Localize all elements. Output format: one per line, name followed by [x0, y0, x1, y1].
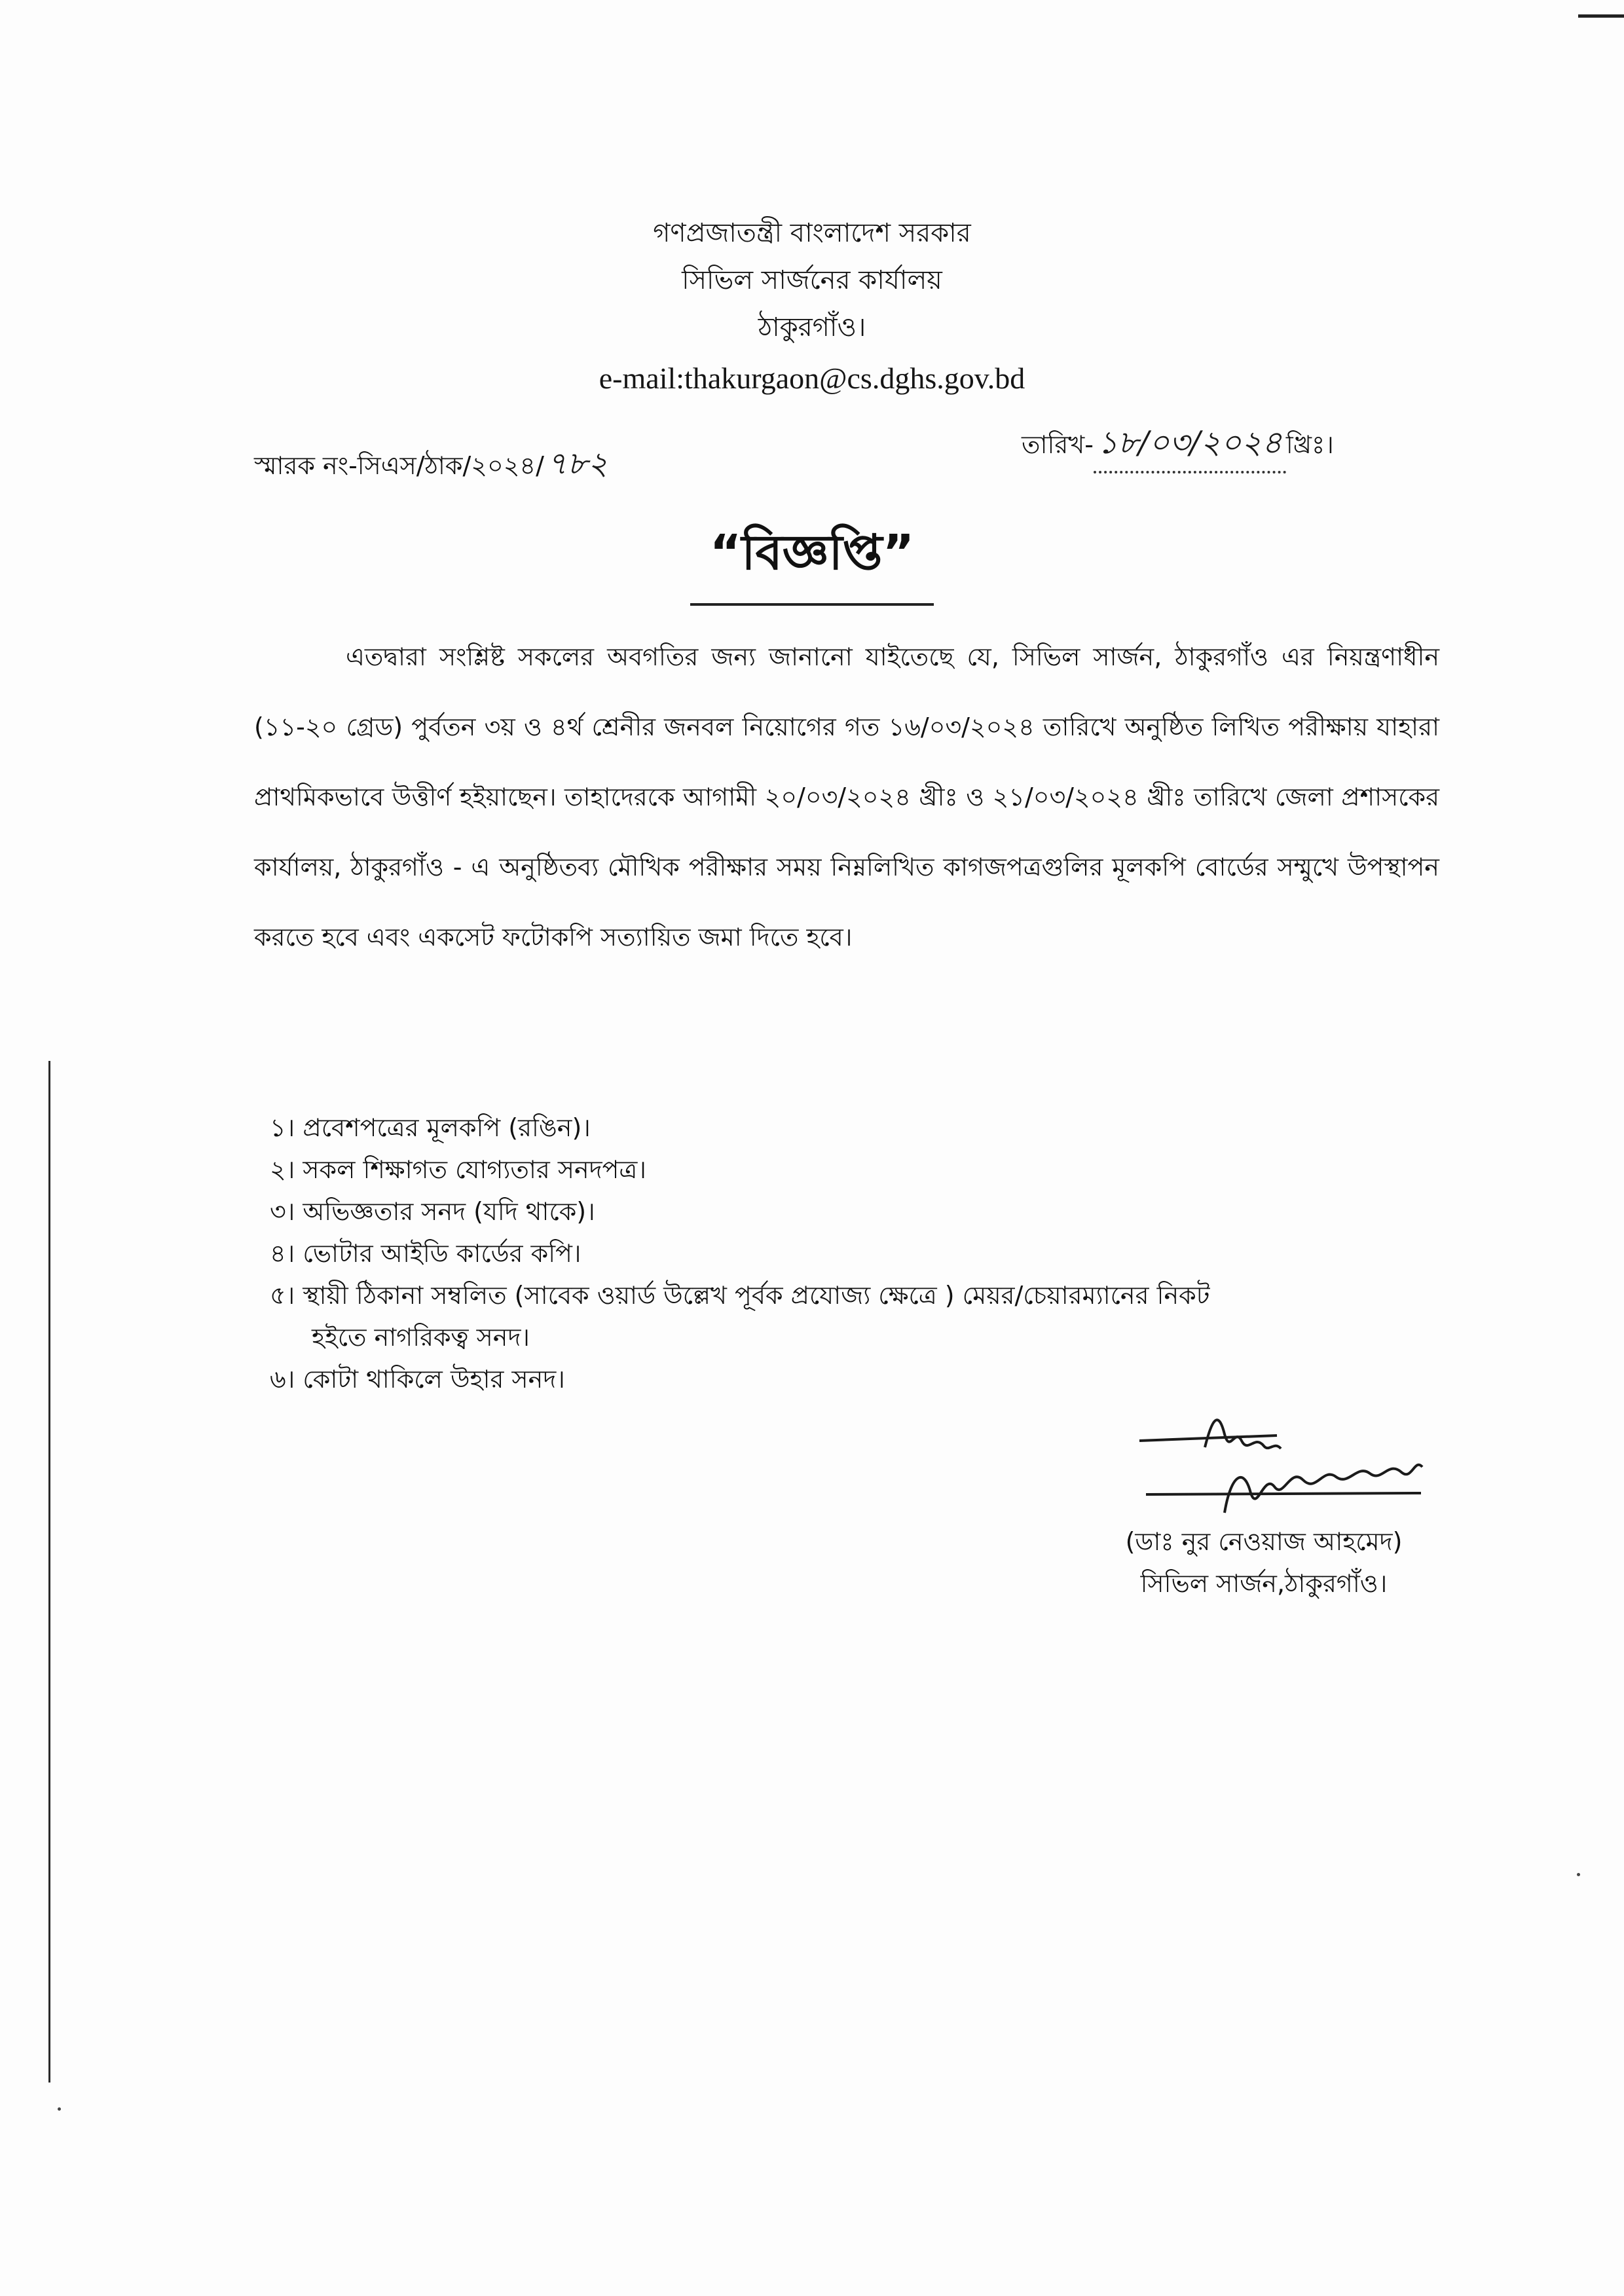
scan-edge-line: [48, 1061, 50, 2083]
list-item-continuation: হইতে নাগরিকত্ব সনদ।: [312, 1323, 530, 1352]
list-item: ৬। কোটা থাকিলে উহার সনদ।: [270, 1365, 565, 1394]
date-handwritten: ১৮/০৩/২০২৪: [1094, 419, 1286, 473]
memo-label: স্মারক নং-সিএস/ঠাক/২০২৪/: [254, 451, 544, 480]
letterhead: [0, 210, 1624, 406]
notice-title-text: “বিজ্ঞপ্তি”: [690, 516, 934, 606]
notice-body: এতদ্বারা সংশ্লিষ্ট সকলের অবগতির জন্য জানানো যাইতেছে যে, সিভিল সার্জন, ঠাকুরগাঁও এর নিয়ন্ত্রণাধীন (১১-২০ গ্রেড) পুর্বতন ৩য় ও ৪র্থ শ্রেনীর জনবল নিয়োগের গত ১৬/০৩/২০২৪ তারিখে অনুষ্ঠিত লিখিত পরীক্ষায় যাহারা প্রাথমিকভাবে উত্তীর্ণ হইয়াছেন। তাহাদেরকে আগামী ২০/০৩/২০২৪ খ্রীঃ ও ২১/০৩/২০২৪ খ্রীঃ তারিখে জেলা প্রশাসকের কার্যালয়, ঠাকুরগাঁও - এ অনুষ্ঠিতব্য মৌখিক পরীক্ষার সময় নিম্নলিখিত কাগজপত্রগুলির মূলকপি বোর্ডের সম্মুখে উপস্থাপন করতে হবে এবং একসেট ফটোকপি সত্যায়িত জমা দিতে হবে।: [254, 642, 1439, 952]
required-documents-list: [270, 1107, 1449, 1400]
list-item: ৩। অভিজ্ঞতার সনদ (যদি থাকে)।: [270, 1197, 595, 1226]
scan-speck: [58, 2107, 61, 2111]
scan-mark: [1578, 14, 1624, 18]
list-item: ২। সকল শিক্ষাগত যোগ্যতার সনদপত্র।: [270, 1155, 646, 1184]
scan-speck: [1577, 1873, 1580, 1876]
office-name: সিভিল সার্জনের কার্যালয়: [682, 265, 942, 295]
memo-number: [254, 440, 608, 492]
signatory: [1035, 1521, 1493, 1604]
date-suffix: খ্রিঃ।: [1285, 430, 1334, 459]
office-email: e-mail:thakurgaon@cs.dghs.gov.bd: [599, 361, 1025, 395]
list-item: ৫। স্থায়ী ঠিকানা সম্বলিত (সাবেক ওয়ার্ড উল্লেখ পূর্বক প্রযোজ্য ক্ষেত্রে ) মেয়র/চেয়ারম্যানের নিকট: [270, 1281, 1210, 1310]
list-item: ১। প্রবেশপত্রের মূলকপি (রঙিন)।: [270, 1113, 591, 1142]
notice-title: [0, 516, 1624, 606]
district-name: ঠাকুরগাঁও।: [758, 312, 866, 343]
issue-date: [1022, 419, 1334, 473]
list-item: ৪। ভোটার আইডি কার্ডের কপি।: [270, 1239, 581, 1268]
signatory-designation: সিভিল সার্জন,ঠাকুরগাঁও।: [1140, 1569, 1388, 1598]
memo-handwritten-number: ৭৮২: [546, 445, 608, 482]
date-label: তারিখ-: [1022, 430, 1094, 459]
signatory-name: (ডাঃ নুর নেওয়াজ আহমেদ): [1125, 1527, 1403, 1556]
government-name: গণপ্রজাতন্ত্রী বাংলাদেশ সরকার: [653, 218, 971, 248]
